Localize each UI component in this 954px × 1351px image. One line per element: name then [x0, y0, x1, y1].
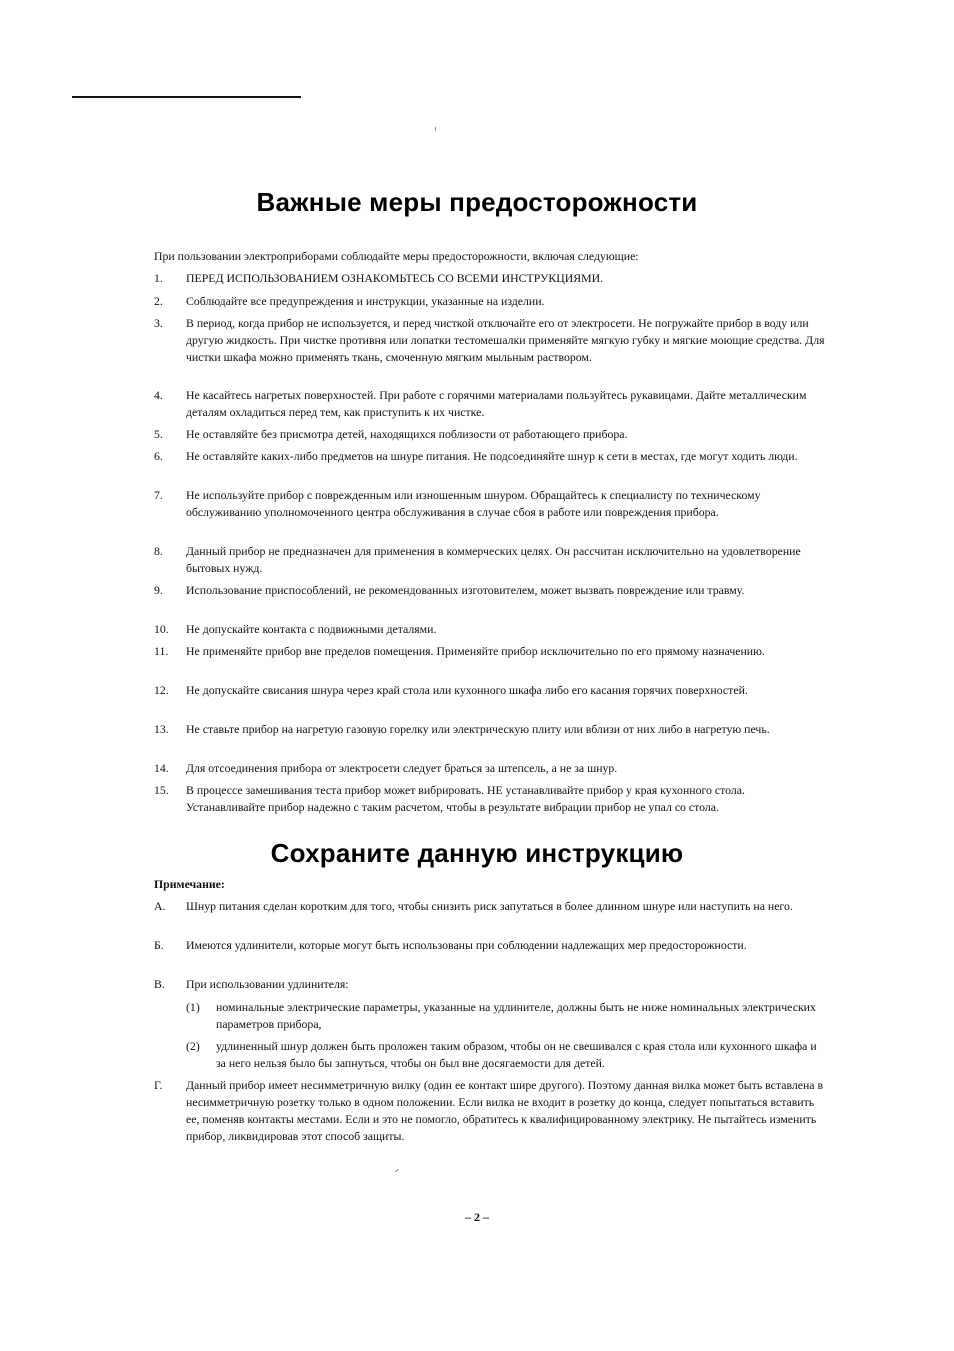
- note-heading: Примечание:: [154, 877, 225, 891]
- item-number: 2.: [154, 294, 163, 308]
- sub-item-number: (1): [186, 1000, 200, 1014]
- top-rule: [72, 96, 301, 98]
- item-text: Имеются удлинители, которые могут быть использованы при соблюдении надлежащих мер предосторожности.: [186, 938, 747, 952]
- item-text: Использование приспособлений, не рекомендованных изготовителем, может вызвать повреждение или травму.: [186, 583, 745, 597]
- item-number: 11.: [154, 644, 169, 658]
- item-text: Данный прибор не предназначен для применения в коммерческих целях. Он рассчитан исключительно на удовлетворение бытовых нужд.: [186, 544, 801, 575]
- item-number: Б.: [154, 938, 164, 952]
- item-number: 14.: [154, 761, 169, 775]
- item-text: Соблюдайте все предупреждения и инструкции, указанные на изделии.: [186, 294, 545, 308]
- item-text: В период, когда прибор не используется, и перед чисткой отключайте его от электросети. Не погружайте прибор в воду или другую жидкость. При чистке противня или лопатки тестомешалки применяйте мягкую губку и мягкие моющие средства. Для чистки шкафа можно применять ткань, смоченную мягким мыльным раствором.: [186, 316, 825, 364]
- item-number: 13.: [154, 722, 169, 736]
- item-number: 3.: [154, 316, 163, 330]
- sub-item-number: (2): [186, 1039, 200, 1053]
- item-number: 12.: [154, 683, 169, 697]
- item-number: 9.: [154, 583, 163, 597]
- item-number: Г.: [154, 1078, 163, 1092]
- item-number: В.: [154, 977, 165, 991]
- item-number: 8.: [154, 544, 163, 558]
- item-number: 6.: [154, 449, 163, 463]
- item-text: Не используйте прибор с поврежденным или изношенным шнуром. Обращайтесь к специалисту по техническому обслуживанию уполномоченного центра обслуживания в случае сбоя в работе или повреждения прибора.: [186, 488, 761, 519]
- item-number: А.: [154, 899, 166, 913]
- item-text: Шнур питания сделан коротким для того, чтобы снизить риск запутаться в более длинном шнуре или наступить на него.: [186, 899, 793, 913]
- item-text: В процессе замешивания теста прибор может вибрировать. НЕ устанавливайте прибор у края кухонного стола. Устанавливайте прибор надежно с таким расчетом, чтобы в результате вибрации прибор не упал со стола.: [186, 783, 745, 814]
- intro-text: При пользовании электроприборами соблюдайте меры предосторожности, включая следующие:: [154, 249, 639, 263]
- item-number: 7.: [154, 488, 163, 502]
- item-text: При использовании удлинителя:: [186, 977, 349, 991]
- item-number: 15.: [154, 783, 169, 797]
- item-text: Не применяйте прибор вне пределов помещения. Применяйте прибор исключительно по его прямому назначению.: [186, 644, 765, 658]
- item-text: Для отсоединения прибора от электросети следует браться за штепсель, а не за шнур.: [186, 761, 618, 775]
- page-number: – 2 –: [465, 1210, 489, 1224]
- item-number: 1.: [154, 271, 163, 285]
- item-text: Не оставляйте каких-либо предметов на шнуре питания. Не подсоединяйте шнур к сети в местах, где могут ходить люди.: [186, 449, 798, 463]
- item-text: Не допускайте свисания шнура через край стола или кухонного шкафа либо его касания горячих поверхностей.: [186, 683, 748, 697]
- item-text: Не касайтесь нагретых поверхностей. При работе с горячими материалами пользуйтесь рукавицами. Дайте металлическим деталям охладиться перед тем, как приступить к их чистке.: [186, 388, 807, 419]
- item-number: 10.: [154, 622, 169, 636]
- item-number: 4.: [154, 388, 163, 402]
- item-text: ПЕРЕД ИСПОЛЬЗОВАНИЕМ ОЗНАКОМЬТЕСЬ СО ВСЕМИ ИНСТРУКЦИЯМИ.: [186, 271, 604, 285]
- sub-item-text: номинальные электрические параметры, указанные на удлинителе, должны быть не ниже номинальных электрических параметров прибора,: [216, 1000, 816, 1031]
- sub-item-text: удлиненный шнур должен быть проложен таким образом, чтобы он не свешивался с края стола или кухонного шкафа и за него нельзя было бы запнуться, чтобы он был вне досягаемости для детей.: [216, 1039, 817, 1070]
- item-text: Не оставляйте без присмотра детей, находящихся поблизости от работающего прибора.: [186, 427, 628, 441]
- item-number: 5.: [154, 427, 163, 441]
- scan-mark: [395, 1169, 399, 1172]
- section-title: Сохраните данную инструкцию: [270, 838, 684, 868]
- scan-mark: [435, 127, 436, 131]
- item-text: Данный прибор имеет несимметричную вилку (один ее контакт шире другого). Поэтому данная вилка может быть вставлена в несимметричную розетку только в одном положении. Если вилка не входит в розетку до конца, следует попытаться вставить ее, поменяв контакты местами. Если и это не помогло, обратитесь к квалифицированному электрику. Не пытайтесь изменить прибор, ликвидировав этот способ защиты.: [186, 1078, 824, 1143]
- page-title: Важные меры предосторожности: [256, 187, 698, 217]
- item-text: Не ставьте прибор на нагретую газовую горелку или электрическую плиту или вблизи от них либо в нагретую печь.: [186, 722, 770, 736]
- item-text: Не допускайте контакта с подвижными деталями.: [186, 622, 437, 636]
